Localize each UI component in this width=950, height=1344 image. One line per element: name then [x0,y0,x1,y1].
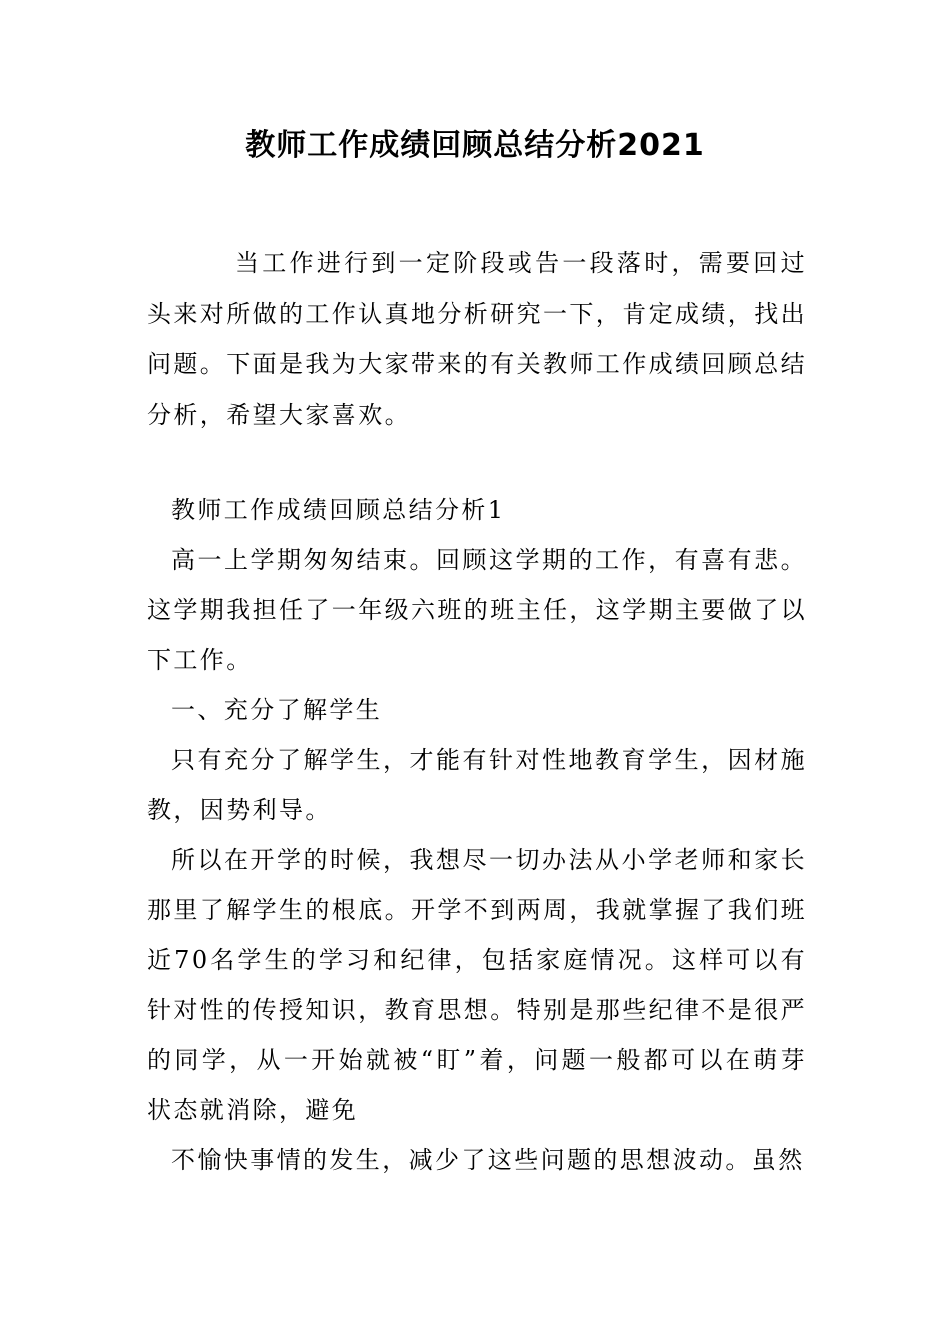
subheading: 一、充分了解学生 [171,696,383,724]
section-heading: 教师工作成绩回顾总结分析1 [171,496,506,524]
intro-paragraph: 当工作进行到一定阶段或告一段落时，需要回过头来对所做的工作认真地分析研究一下，肯定成绩，找出问题。下面是我为大家带来的有关教师工作成绩回顾总结分析，希望大家喜欢。 [147,249,807,429]
paragraph: 高一上学期匆匆结束。回顾这学期的工作，有喜有悲。这学期我担任了一年级六班的班主任，这学期主要做了以下工作。 [147,546,807,674]
paragraph: 只有充分了解学生，才能有针对性地教育学生，因材施教，因势利导。 [147,746,807,824]
paragraph: 所以在开学的时候，我想尽一切办法从小学老师和家长那里了解学生的根底。开学不到两周，我就掌握了我们班近70名学生的学习和纪律，包括家庭情况。这样可以有针对性的传授知识，教育思想。特别是那些纪律不是很严的同学，从一开始就被“盯”着，问题一般都可以在萌芽状态就消除，避免 [147,846,807,1124]
main-content [147,485,807,1185]
paragraph: 不愉快事情的发生，减少了这些问题的思想波动。虽然 [171,1146,805,1174]
document-title: 教师工作成绩回顾总结分析2021 [245,128,705,163]
